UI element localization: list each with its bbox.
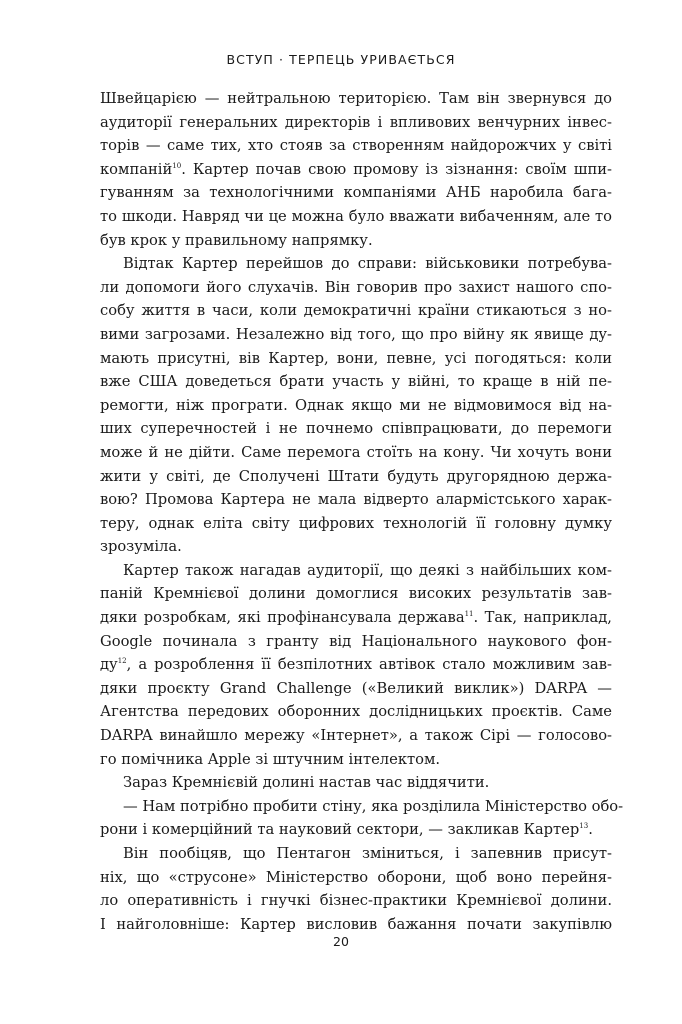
- line-text: го помічника Apple зі штучним інтелектом.: [100, 750, 441, 768]
- text-line: [100, 771, 612, 795]
- line-text-after: , а розроблення її безпілотних автівок стало можливим зав-: [126, 656, 612, 674]
- text-line: [100, 229, 612, 253]
- line-text: ло оперативність і гнучкі бізнес-практики Кремнієвої долини.: [100, 892, 612, 910]
- text-line: [100, 866, 612, 890]
- line-text: ніх, що «струсоне» Міністерство оборони, щоб воно перейня-: [100, 868, 612, 886]
- text-line: [100, 630, 612, 654]
- text-line: [100, 87, 612, 111]
- text-line: [100, 465, 612, 489]
- line-text: І найголовніше: Картер висловив бажання почати закупівлю: [100, 915, 612, 933]
- text-line: [100, 252, 612, 276]
- line-text-after: . Так, наприклад,: [473, 609, 612, 627]
- line-text: собу життя в часи, коли демократичні країни стикаються з но-: [100, 302, 612, 320]
- line-text-after: .: [588, 821, 593, 839]
- line-text: був крок у правильному напрямку.: [100, 231, 373, 249]
- text-line: [100, 488, 612, 512]
- line-text: Швейцарією — нейтральною територією. Там він звернувся до: [100, 90, 612, 107]
- text-line: [100, 795, 624, 819]
- text-line: [100, 606, 612, 630]
- body-text: [100, 87, 624, 936]
- line-text: мають присутні, вів Картер, вони, певне, усі погодяться: коли: [100, 349, 612, 367]
- line-text: ли допомоги його слухачів. Він говорив про захист нашого спо-: [100, 278, 612, 296]
- footnote-ref: 13: [579, 822, 589, 831]
- text-line: [100, 323, 612, 347]
- line-text: Відтак Картер перейшов до справи: військовики потребува-: [123, 255, 612, 273]
- line-text: гуванням за технологічними компаніями АНБ наробила бага-: [100, 184, 612, 202]
- line-text: дяки розробкам, які профінансувала держава: [100, 609, 465, 627]
- text-line: [100, 582, 612, 606]
- line-text: може й не дійти. Саме перемога стоїть на кону. Чи хочуть вони: [100, 443, 612, 461]
- line-text: вою? Промова Картера не мала відверто алармістського харак-: [100, 491, 612, 509]
- running-head: ВСТУП · ТЕРПЕЦЬ УРИВАЄТЬСЯ: [226, 52, 456, 67]
- text-line: [100, 748, 612, 772]
- line-text: ремогти, ніж програти. Однак якщо ми не відмовимося від на-: [100, 396, 612, 414]
- line-text: ших суперечностей і не почнемо співпрацювати, до перемоги: [100, 420, 612, 438]
- text-line: [100, 913, 612, 937]
- line-text: паній Кремнієвої долини домоглися високих результатів зав-: [100, 585, 612, 603]
- line-text: Він пообіцяв, що Пентагон зміниться, і запевнив присут-: [123, 845, 612, 862]
- text-line: [100, 512, 612, 536]
- text-line: [100, 535, 612, 559]
- line-text: жити у світі, де Сполучені Штати будуть другорядною держа-: [100, 467, 612, 485]
- line-text: вими загрозами. Незалежно від того, що про війну як явище ду-: [100, 325, 612, 343]
- text-line: [100, 559, 612, 583]
- text-line: [100, 158, 612, 182]
- line-text: вже США доведеться брати участь у війні, то краще в ній пе-: [100, 373, 612, 391]
- line-text: зрозуміла.: [100, 538, 182, 556]
- line-text: ду: [100, 656, 118, 674]
- text-line: [100, 818, 612, 842]
- text-line: [100, 276, 612, 300]
- line-text-after: . Картер почав свою промову із зізнання: своїм шпи-: [181, 160, 612, 178]
- text-line: [100, 889, 612, 913]
- text-line: [100, 299, 612, 323]
- text-line: [100, 677, 612, 701]
- text-line: [100, 417, 612, 441]
- text-line: [100, 134, 612, 158]
- text-line: [100, 653, 612, 677]
- line-text: Картер також нагадав аудиторії, що деякі з найбільших ком-: [123, 561, 612, 579]
- footnote-ref: 11: [464, 610, 474, 619]
- line-text: Зараз Кремнієвій долині настав час віддячити.: [123, 774, 490, 792]
- line-text: Google починала з гранту від Національного наукового фон-: [100, 632, 612, 650]
- text-line: [100, 700, 612, 724]
- footnote-ref: 10: [172, 161, 182, 170]
- text-line: [100, 842, 612, 866]
- page-number: 20: [333, 934, 349, 949]
- text-line: [100, 181, 612, 205]
- text-line: [100, 441, 612, 465]
- text-line: [100, 724, 612, 748]
- line-text: DARPA винайшло мережу «Інтернет», а також Сірі — голосово-: [100, 727, 612, 745]
- line-text: торів — саме тих, хто стояв за створенням найдорожчих у світі: [100, 137, 612, 155]
- line-text: рони і комерційний та науковий сектори, — закликав Картер: [100, 821, 580, 839]
- line-text: аудиторії генеральних директорів і впливових венчурних інвес-: [100, 113, 612, 131]
- text-line: [100, 370, 612, 394]
- footnote-ref: 12: [117, 657, 127, 666]
- line-text: Агентства передових оборонних дослідницьких проєктів. Саме: [100, 703, 612, 721]
- line-text: дяки проєкту Grand Challenge («Великий виклик») DARPA —: [100, 679, 612, 697]
- line-text: — Нам потрібно пробити стіну, яка розділила Міністерство обо-: [123, 797, 624, 815]
- text-line: [100, 205, 612, 229]
- text-line: [100, 394, 612, 418]
- line-text: то шкоди. Навряд чи це можна було вважати вибаченням, але то: [100, 207, 612, 225]
- text-line: [100, 111, 612, 135]
- line-text: компаній: [100, 160, 173, 178]
- text-line: [100, 347, 612, 371]
- line-text: теру, однак еліта світу цифрових технологій її головну думку: [100, 514, 612, 532]
